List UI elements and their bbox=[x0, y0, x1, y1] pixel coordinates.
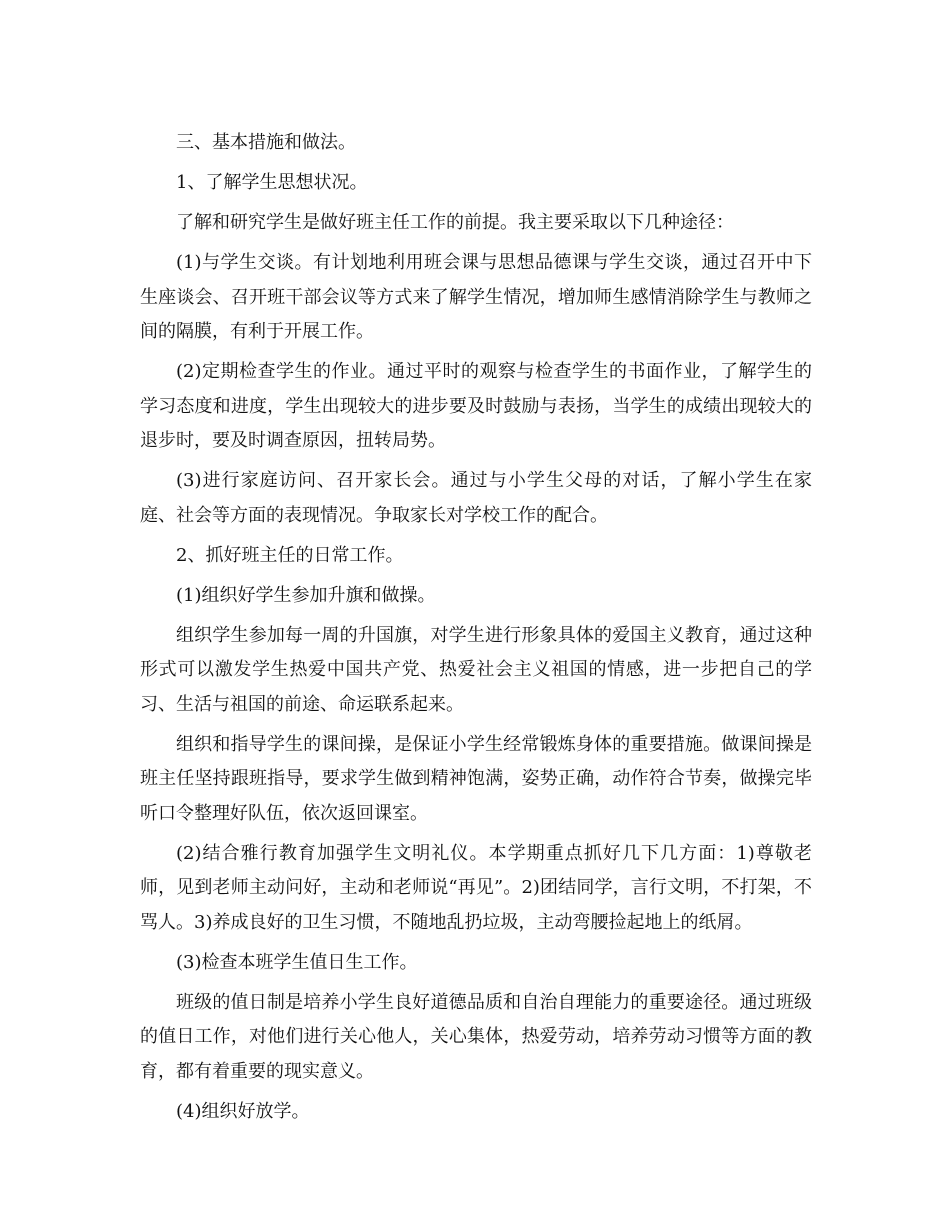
paragraph: (1)与学生交谈。有计划地利用班会课与思想品德课与学生交谈，通过召开中下生座谈会、召开班干部会议等方式来了解学生情况，增加师生感情消除学生与教师之间的隔膜，有利于开展工作。 bbox=[140, 252, 812, 342]
paragraph: 组织学生参加每一周的升国旗，对学生进行形象具体的爱国主义教育，通过这种形式可以激发学生热爱中国共产党、热爱社会主义祖国的情感，进一步把自己的学习、生活与祖国的前途、命运联系起来。 bbox=[140, 624, 812, 715]
paragraph: (3)检查本班学生值日生工作。 bbox=[176, 951, 418, 973]
paragraph: (4)组织好放学。 bbox=[176, 1100, 310, 1122]
section-heading: 三、基本措施和做法。 bbox=[176, 132, 356, 153]
subsection-heading: 1、了解学生思想状况。 bbox=[176, 172, 368, 193]
paragraph: (2)结合雅行教育加强学生文明礼仪。本学期重点抓好几下几方面：1)尊敬老师，见到老师主动问好，主动和老师说“再见”。2)团结同学，言行文明，不打架，不骂人。3)养成良好的卫生习惯，不随地乱扔垃圾，主动弯腰捡起地上的纸屑。 bbox=[140, 842, 812, 933]
document-body bbox=[140, 126, 812, 1135]
paragraph: 组织和指导学生的课间操，是保证小学生经常锻炼身体的重要措施。做课间操是班主任坚持跟班指导，要求学生做到精神饱满，姿势正确，动作符合节奏，做操完毕听口令整理好队伍，依次返回课室。 bbox=[140, 733, 812, 824]
paragraph: (3)进行家庭访问、召开家长会。通过与小学生父母的对话，了解小学生在家庭、社会等方面的表现情况。争取家长对学校工作的配合。 bbox=[140, 470, 812, 526]
paragraph: 班级的值日制是培养小学生良好道德品质和自治自理能力的重要途径。通过班级的值日工作，对他们进行关心他人，关心集体，热爱劳动，培养劳动习惯等方面的教育，都有着重要的现实意义。 bbox=[140, 991, 812, 1082]
paragraph: (2)定期检查学生的作业。通过平时的观察与检查学生的书面作业，了解学生的学习态度和进度，学生出现较大的进步要及时鼓励与表扬，当学生的成绩出现较大的退步时，要及时调查原因，扭转局势。 bbox=[140, 361, 812, 451]
paragraph: (1)组织好学生参加升旗和做操。 bbox=[176, 584, 436, 606]
paragraph: 了解和研究学生是做好班主任工作的前提。我主要采取以下几种途径： bbox=[176, 212, 734, 233]
subsection-heading: 2、抓好班主任的日常工作。 bbox=[176, 544, 404, 566]
